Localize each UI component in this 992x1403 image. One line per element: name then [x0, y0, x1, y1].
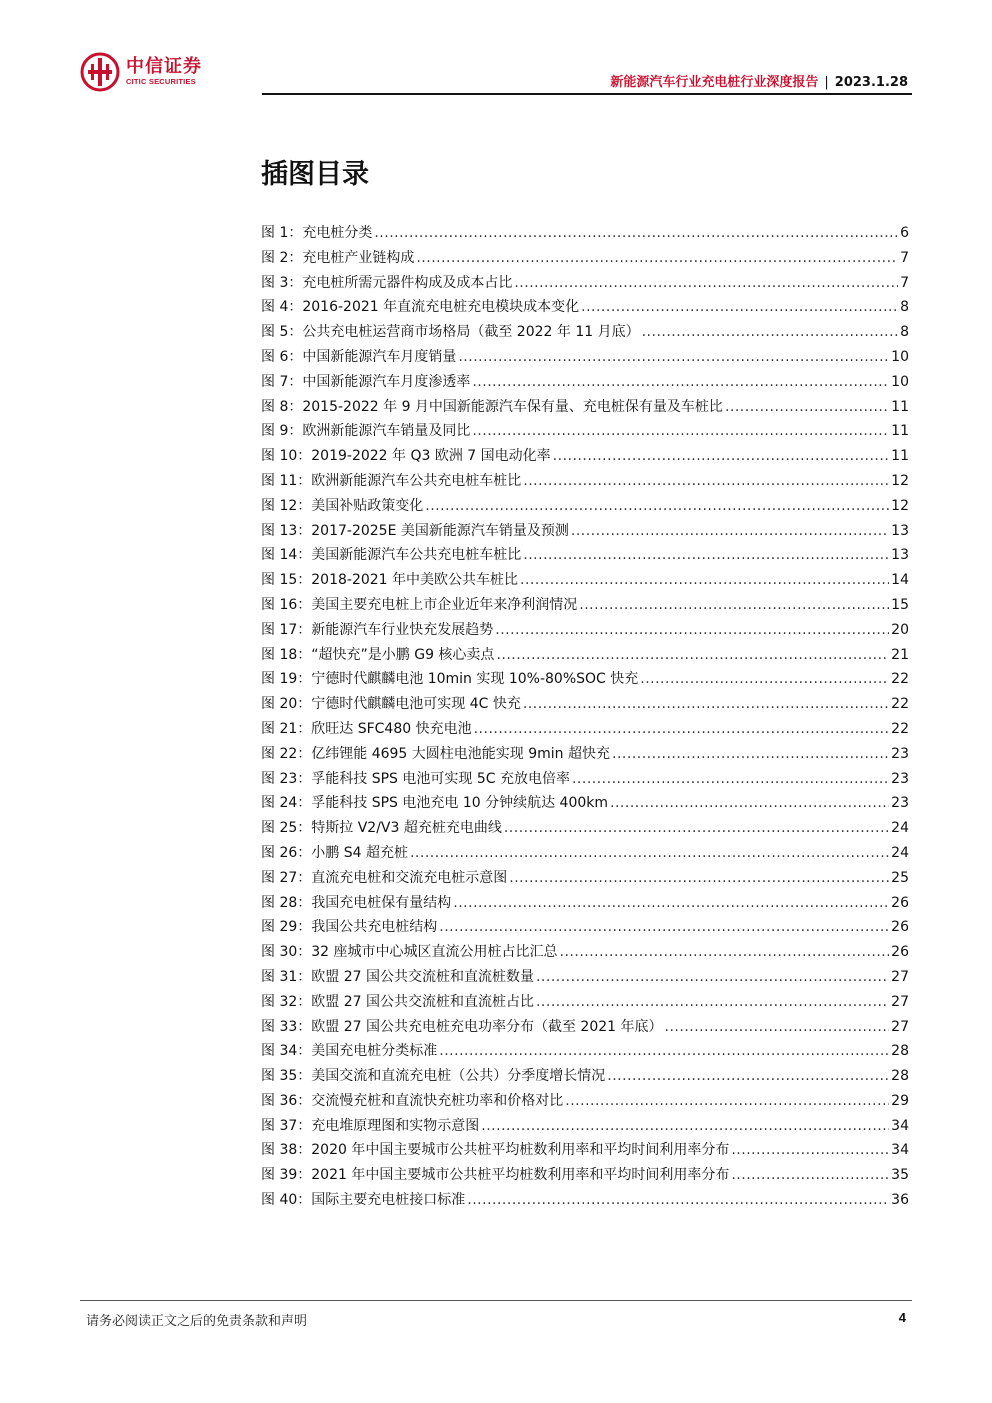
toc-entry-label[interactable]: 图 18：“超快充”是小鹏 G9 核心卖点	[261, 646, 495, 663]
toc-entry-label[interactable]: 图 35：美国交流和直流充电桩（公共）分季度增长情况	[261, 1068, 606, 1085]
toc-entry[interactable]	[261, 345, 909, 370]
toc-entry[interactable]	[261, 1138, 909, 1163]
toc-leader-dots	[425, 494, 889, 519]
toc-entry[interactable]	[261, 593, 909, 618]
toc-entry-label[interactable]: 图 4：2016-2021 年直流充电桩充电模块成本变化	[261, 299, 580, 316]
logo-chinese-name: 中信证券	[126, 56, 202, 78]
toc-leader-dots	[610, 791, 889, 816]
toc-entry-label[interactable]: 图 1：充电桩分类	[261, 225, 373, 241]
toc-entry[interactable]	[261, 1188, 909, 1213]
toc-entry-label[interactable]: 图 8：2015-2022 年 9 月中国新能源汽车保有量、充电桩保有量及车桩比	[261, 398, 723, 415]
toc-leader-dots	[514, 271, 898, 296]
toc-entry-label[interactable]: 图 40：国际主要充电桩接口标准	[261, 1192, 466, 1209]
toc-entry-page[interactable]: 27	[891, 1018, 909, 1035]
toc-entry-page[interactable]: 11	[891, 448, 909, 465]
toc-leader-dots	[565, 1089, 889, 1114]
toc-entry-label[interactable]: 图 34：美国充电桩分类标准	[261, 1043, 438, 1060]
toc-entry[interactable]	[261, 370, 909, 395]
toc-entry-label[interactable]: 图 24：孚能科技 SPS 电池充电 10 分钟续航达 400km	[261, 795, 609, 812]
toc-entry[interactable]	[261, 891, 909, 916]
toc-entry-label[interactable]: 图 38：2020 年中国主要城市公共桩平均桩数利用率和平均时间利用率分布	[261, 1142, 730, 1159]
toc-entry-page[interactable]: 7	[900, 274, 909, 291]
toc-leader-dots	[504, 816, 889, 841]
toc-entry-label[interactable]: 图 39：2021 年中国主要城市公共桩平均桩数利用率和平均时间利用率分布	[261, 1167, 730, 1184]
toc-entry-page[interactable]: 24	[891, 844, 909, 861]
citic-emblem-icon	[80, 52, 120, 92]
toc-entry-label[interactable]: 图 10：2019-2022 年 Q3 欧洲 7 国电动化率	[261, 448, 551, 465]
header-separator: |	[824, 75, 829, 90]
toc-leader-dots	[560, 940, 890, 965]
toc-entry[interactable]	[261, 692, 909, 717]
figure-table-of-contents	[261, 221, 909, 1213]
toc-entry-label[interactable]: 图 23：孚能科技 SPS 电池可实现 5C 充放电倍率	[261, 770, 570, 787]
toc-entry-label[interactable]: 图 37：充电堆原理图和实物示意图	[261, 1117, 480, 1134]
toc-entry-label[interactable]: 图 16：美国主要充电桩上市企业近年来净利润情况	[261, 596, 578, 613]
toc-entry-label[interactable]: 图 28：我国充电桩保有量结构	[261, 894, 452, 911]
toc-entry-page[interactable]: 7	[900, 249, 909, 266]
toc-entry[interactable]	[261, 543, 909, 568]
toc-entry-page[interactable]: 21	[891, 646, 909, 663]
toc-entry[interactable]	[261, 271, 909, 296]
page-title: 插图目录	[261, 159, 369, 190]
toc-entry[interactable]	[261, 320, 909, 345]
toc-entry[interactable]	[261, 246, 909, 271]
toc-leader-dots	[640, 667, 889, 692]
toc-leader-dots	[509, 866, 889, 891]
toc-entry[interactable]	[261, 1114, 909, 1139]
toc-leader-dots	[523, 692, 889, 717]
toc-leader-dots	[571, 519, 889, 544]
toc-entry-label[interactable]: 图 17：新能源汽车行业快充发展趋势	[261, 621, 494, 638]
toc-leader-dots	[523, 469, 889, 494]
toc-entry-label[interactable]: 图 13：2017-2025E 美国新能源汽车销量及预测	[261, 522, 569, 539]
toc-leader-dots	[612, 742, 889, 767]
toc-entry[interactable]	[261, 1015, 909, 1040]
toc-entry[interactable]	[261, 667, 909, 692]
toc-leader-dots	[725, 395, 889, 420]
toc-entry[interactable]	[261, 866, 909, 891]
toc-leader-dots	[439, 1039, 889, 1064]
toc-entry-page[interactable]: 15	[891, 596, 909, 613]
toc-entry-label[interactable]: 图 11：欧洲新能源汽车公共充电桩车桩比	[261, 472, 522, 489]
toc-entry-page[interactable]: 10	[891, 373, 909, 390]
toc-entry-label[interactable]: 图 6：中国新能源汽车月度销量	[261, 348, 457, 365]
toc-entry-label[interactable]: 图 30：32 座城市中心城区直流公用桩占比汇总	[261, 944, 558, 961]
toc-entry-page[interactable]: 12	[891, 497, 909, 514]
toc-entry-label[interactable]: 图 31：欧盟 27 国公共交流桩和直流桩数量	[261, 968, 534, 985]
toc-entry-label[interactable]: 图 2：充电桩产业链构成	[261, 249, 415, 266]
logo-english-name: CITIC SECURITIES	[126, 77, 196, 87]
toc-leader-dots	[731, 1163, 889, 1188]
footer-disclaimer: 请务必阅读正文之后的免责条款和声明	[86, 1314, 308, 1329]
toc-entry-page[interactable]: 13	[891, 547, 909, 564]
toc-entry-label[interactable]: 图 26：小鹏 S4 超充桩	[261, 844, 408, 861]
toc-entry-label[interactable]: 图 25：特斯拉 V2/V3 超充桩充电曲线	[261, 820, 502, 837]
page-header	[80, 44, 912, 96]
toc-entry[interactable]	[261, 791, 909, 816]
toc-leader-dots	[467, 1188, 889, 1213]
toc-leader-dots	[374, 221, 898, 246]
toc-entry-page[interactable]: 36	[891, 1192, 909, 1209]
toc-entry[interactable]	[261, 519, 909, 544]
toc-entry-label[interactable]: 图 20：宁德时代麒麟电池可实现 4C 快充	[261, 696, 521, 713]
page-number: 4	[898, 1310, 906, 1325]
toc-entry-page[interactable]: 13	[891, 522, 909, 539]
toc-entry-label[interactable]: 图 7：中国新能源汽车月度渗透率	[261, 373, 471, 390]
toc-entry-page[interactable]: 24	[891, 820, 909, 837]
toc-entry[interactable]	[261, 965, 909, 990]
toc-entry-label[interactable]: 图 22：亿纬锂能 4695 大圆柱电池能实现 9min 超快充	[261, 745, 611, 762]
toc-entry[interactable]	[261, 1163, 909, 1188]
toc-entry-page[interactable]: 12	[891, 472, 909, 489]
toc-entry-label[interactable]: 图 3：充电桩所需元器件构成及成本占比	[261, 274, 513, 291]
toc-entry-page[interactable]: 20	[891, 621, 909, 638]
toc-entry-page[interactable]: 23	[891, 795, 909, 812]
toc-entry-page[interactable]: 23	[891, 745, 909, 762]
toc-entry-label[interactable]: 图 15：2018-2021 年中美欧公共车桩比	[261, 572, 519, 589]
toc-entry[interactable]	[261, 940, 909, 965]
toc-leader-dots	[472, 370, 889, 395]
toc-entry-page[interactable]: 22	[891, 696, 909, 713]
toc-entry[interactable]	[261, 568, 909, 593]
toc-leader-dots	[410, 841, 889, 866]
toc-leader-dots	[453, 891, 889, 916]
toc-entry-label[interactable]: 图 14：美国新能源汽车公共充电桩车桩比	[261, 547, 522, 564]
toc-entry[interactable]	[261, 990, 909, 1015]
toc-leader-dots	[665, 1015, 890, 1040]
toc-leader-dots	[572, 767, 889, 792]
toc-entry[interactable]	[261, 395, 909, 420]
toc-entry[interactable]	[261, 643, 909, 668]
toc-entry-page[interactable]: 28	[891, 1043, 909, 1060]
header-divider	[262, 93, 912, 95]
toc-leader-dots	[520, 568, 889, 593]
toc-entry[interactable]	[261, 295, 909, 320]
toc-entry-label[interactable]: 图 32：欧盟 27 国公共交流桩和直流桩占比	[261, 993, 534, 1010]
toc-entry-page[interactable]: 22	[891, 720, 909, 737]
toc-entry-page[interactable]: 10	[891, 348, 909, 365]
toc-entry-page[interactable]: 25	[891, 869, 909, 886]
toc-entry-page[interactable]: 8	[900, 299, 909, 316]
toc-entry[interactable]	[261, 221, 909, 246]
toc-entry[interactable]	[261, 419, 909, 444]
toc-entry[interactable]	[261, 841, 909, 866]
toc-entry-label[interactable]: 图 9：欧洲新能源汽车销量及同比	[261, 423, 471, 440]
toc-entry[interactable]	[261, 494, 909, 519]
toc-entry-page[interactable]: 27	[891, 993, 909, 1010]
toc-entry[interactable]	[261, 767, 909, 792]
toc-leader-dots	[496, 643, 889, 668]
toc-entry[interactable]	[261, 816, 909, 841]
toc-entry[interactable]	[261, 915, 909, 940]
toc-entry[interactable]	[261, 742, 909, 767]
toc-leader-dots	[439, 915, 889, 940]
toc-leader-dots	[458, 345, 889, 370]
toc-entry[interactable]	[261, 717, 909, 742]
toc-entry-page[interactable]: 22	[891, 671, 909, 688]
toc-entry-label[interactable]: 图 36：交流慢充桩和直流快充桩功率和价格对比	[261, 1092, 564, 1109]
toc-entry-label[interactable]: 图 12：美国补贴政策变化	[261, 497, 424, 514]
toc-leader-dots	[731, 1138, 889, 1163]
toc-entry[interactable]	[261, 444, 909, 469]
toc-entry-page[interactable]: 26	[891, 919, 909, 936]
toc-entry-label[interactable]: 图 27：直流充电桩和交流充电桩示意图	[261, 869, 508, 886]
toc-leader-dots	[553, 444, 890, 469]
footer-divider	[80, 1300, 912, 1301]
toc-leader-dots	[472, 419, 889, 444]
toc-leader-dots	[579, 593, 889, 618]
toc-entry-label[interactable]: 图 19：宁德时代麒麟电池 10min 实现 10%-80%SOC 快充	[261, 671, 639, 688]
toc-entry-page[interactable]: 14	[891, 572, 909, 589]
toc-entry-page[interactable]: 35	[891, 1167, 909, 1184]
toc-entry[interactable]	[261, 1064, 909, 1089]
toc-entry-page[interactable]: 27	[891, 968, 909, 985]
toc-entry-label[interactable]: 图 29：我国公共充电桩结构	[261, 919, 438, 936]
toc-entry[interactable]	[261, 1089, 909, 1114]
report-date: 2023.1.28	[834, 75, 908, 90]
toc-entry-page[interactable]: 8	[900, 324, 909, 341]
toc-leader-dots	[481, 1114, 889, 1139]
toc-leader-dots	[642, 320, 898, 345]
toc-entry-page[interactable]: 34	[891, 1117, 909, 1134]
toc-leader-dots	[523, 543, 889, 568]
toc-entry-label[interactable]: 图 33：欧盟 27 国公共充电桩充电功率分布（截至 2021 年底）	[261, 1018, 663, 1035]
toc-leader-dots	[581, 295, 898, 320]
toc-entry-label[interactable]: 图 21：欣旺达 SFC480 快充电池	[261, 720, 472, 737]
toc-entry-label[interactable]: 图 5：公共充电桩运营商市场格局（截至 2022 年 11 月底）	[261, 324, 640, 341]
report-header-title	[610, 71, 908, 90]
toc-leader-dots	[416, 246, 898, 271]
toc-entry-page[interactable]: 26	[891, 944, 909, 961]
toc-leader-dots	[474, 717, 890, 742]
toc-entry-page[interactable]: 6	[900, 225, 909, 241]
toc-entry[interactable]	[261, 1039, 909, 1064]
toc-entry-page[interactable]: 11	[891, 398, 909, 415]
toc-entry-page[interactable]: 23	[891, 770, 909, 787]
toc-leader-dots	[536, 965, 889, 990]
toc-leader-dots	[536, 990, 889, 1015]
toc-entry-page[interactable]: 28	[891, 1068, 909, 1085]
report-name: 新能源汽车行业充电桩行业深度报告	[610, 75, 819, 90]
toc-entry[interactable]	[261, 469, 909, 494]
toc-entry-page[interactable]: 26	[891, 894, 909, 911]
citic-logo	[80, 52, 202, 92]
toc-leader-dots	[495, 618, 889, 643]
toc-entry-page[interactable]: 29	[891, 1092, 909, 1109]
toc-entry-page[interactable]: 11	[891, 423, 909, 440]
toc-entry[interactable]	[261, 618, 909, 643]
toc-leader-dots	[607, 1064, 889, 1089]
toc-entry-page[interactable]: 34	[891, 1142, 909, 1159]
